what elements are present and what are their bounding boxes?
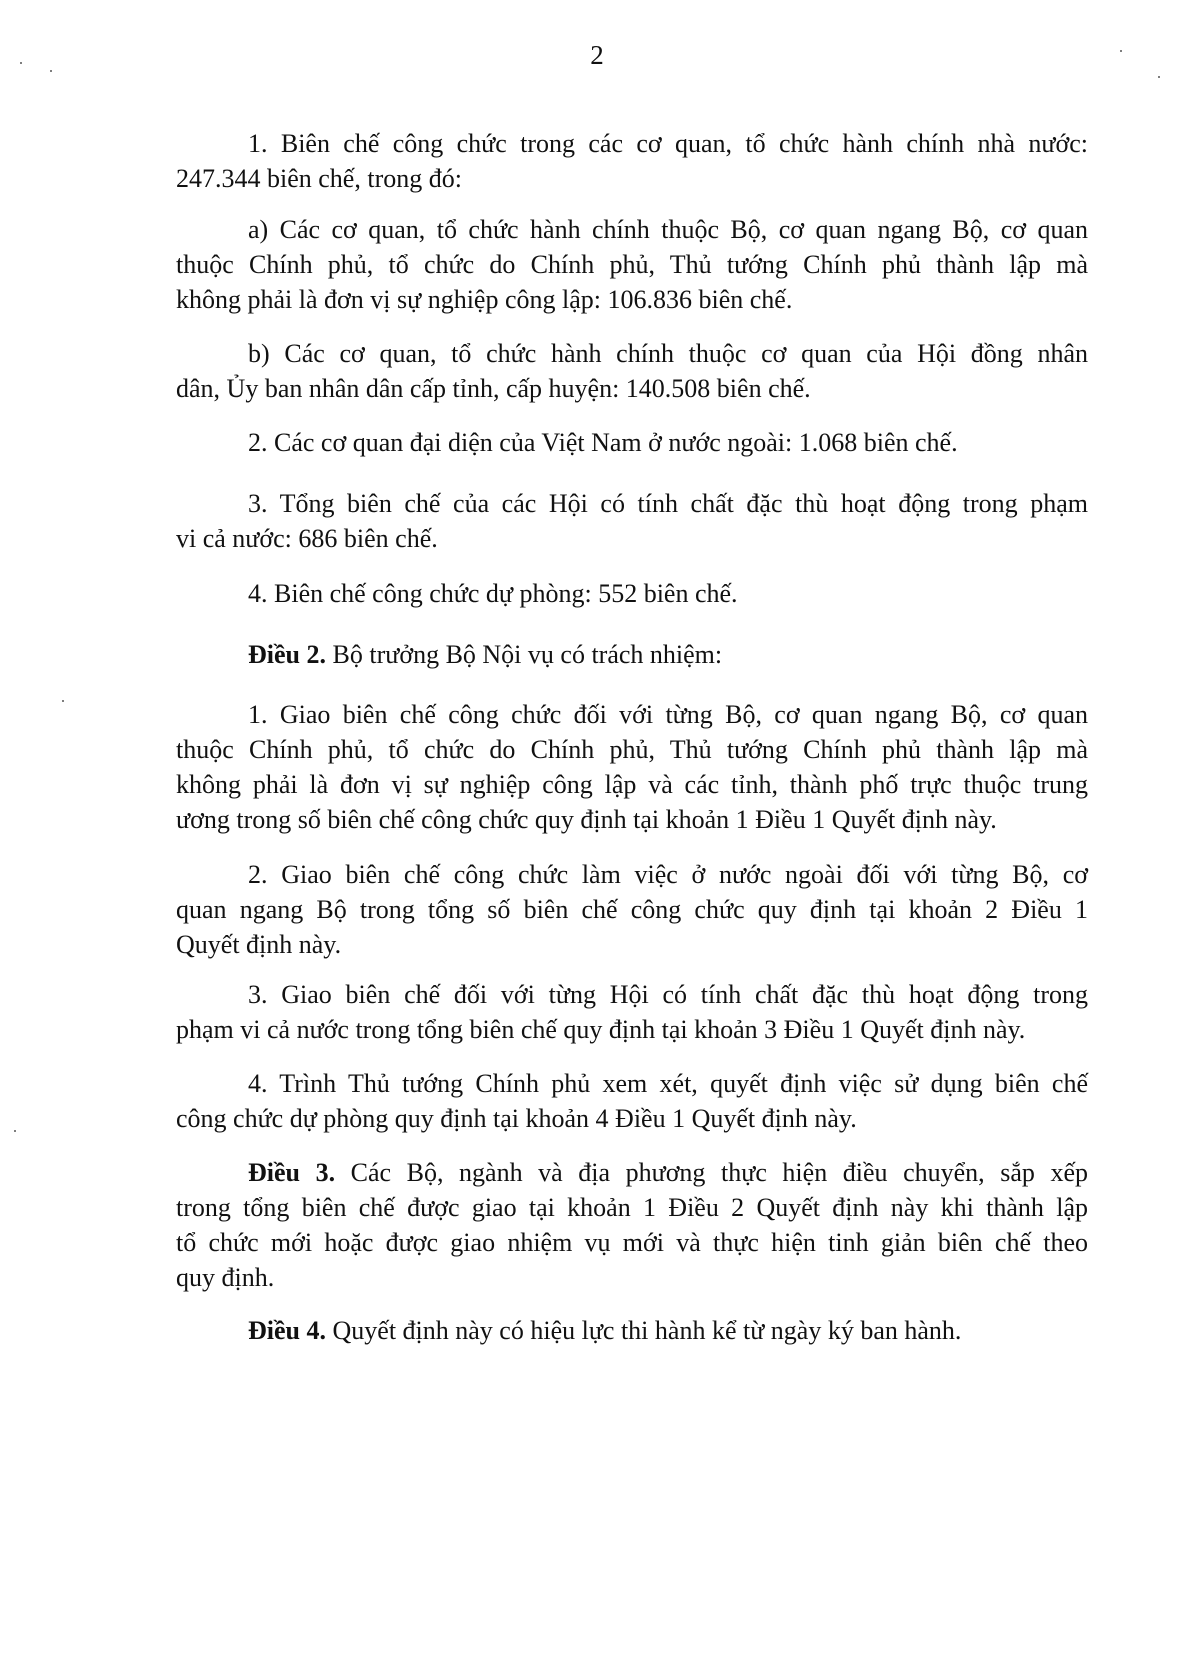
text-line: a) Các cơ quan, tổ chức hành chính thuộc Bộ, cơ quan ngang Bộ, cơ quan (248, 215, 1088, 244)
text-line: 4. Trình Thủ tướng Chính phủ xem xét, quyết định việc sử dụng biên chế (248, 1069, 1088, 1098)
text-line: trong tổng biên chế được giao tại khoản 1 Điều 2 Quyết định này khi thành lập (176, 1193, 1088, 1222)
text-line: 2. Các cơ quan đại diện của Việt Nam ở nước ngoài: 1.068 biên chế. (248, 428, 958, 457)
scan-speck (62, 700, 64, 702)
scan-speck (20, 62, 22, 64)
text-line: 1. Giao biên chế công chức đối với từng Bộ, cơ quan ngang Bộ, cơ quan (248, 700, 1088, 729)
text-line: phạm vi cả nước trong tổng biên chế quy định tại khoản 3 Điều 1 Quyết định này. (176, 1015, 1026, 1044)
article-2-heading (176, 637, 1088, 672)
scan-speck (50, 70, 52, 72)
scan-speck (1158, 76, 1160, 78)
text-line: vi cả nước: 686 biên chế. (176, 524, 438, 553)
text-line: không phải là đơn vị sự nghiệp công lập: 106.836 biên chế. (176, 285, 793, 314)
clause-1 (176, 126, 1088, 196)
text-line: ương trong số biên chế công chức quy định tại khoản 1 Điều 1 Quyết định này. (176, 805, 997, 834)
text-line (176, 637, 1088, 672)
text-line: công chức dự phòng quy định tại khoản 4 Điều 1 Quyết định này. (176, 1104, 857, 1133)
clause-2 (176, 425, 1088, 460)
text-line: không phải là đơn vị sự nghiệp công lập và các tỉnh, thành phố trực thuộc trung (176, 770, 1088, 799)
article-label: Điều 2. (248, 640, 326, 669)
article-3 (176, 1155, 1088, 1295)
article-2-item-4 (176, 1066, 1088, 1136)
article-label: Điều 4. (248, 1316, 326, 1345)
page-number: 2 (590, 40, 604, 70)
text-line: 3. Giao biên chế đối với từng Hội có tính chất đặc thù hoạt động trong (248, 980, 1088, 1009)
article-2-item-1 (176, 697, 1088, 837)
text-line: thuộc Chính phủ, tổ chức do Chính phủ, Thủ tướng Chính phủ thành lập mà (176, 735, 1088, 764)
text-line (176, 1313, 1088, 1348)
clause-1a (176, 212, 1088, 317)
text-line: b) Các cơ quan, tổ chức hành chính thuộc cơ quan của Hội đồng nhân (248, 339, 1088, 368)
article-2-item-2 (176, 857, 1088, 962)
clause-1b (176, 336, 1088, 406)
clause-3 (176, 486, 1088, 556)
text-line: quan ngang Bộ trong tổng số biên chế công chức quy định tại khoản 2 Điều 1 (176, 895, 1088, 924)
article-4 (176, 1313, 1088, 1348)
text-line: quy định. (176, 1263, 275, 1292)
text-line: 247.344 biên chế, trong đó: (176, 164, 462, 193)
text-line: 2. Giao biên chế công chức làm việc ở nước ngoài đối với từng Bộ, cơ (248, 860, 1088, 889)
article-label: Điều 3. (248, 1158, 336, 1187)
article-2-item-3 (176, 977, 1088, 1047)
text-line: thuộc Chính phủ, tổ chức do Chính phủ, Thủ tướng Chính phủ thành lập mà (176, 250, 1088, 279)
article-text: Bộ trưởng Bộ Nội vụ có trách nhiệm: (326, 640, 723, 669)
text-line: tổ chức mới hoặc được giao nhiệm vụ mới và thực hiện tinh giản biên chế theo (176, 1228, 1088, 1257)
text-line: Quyết định này. (176, 930, 342, 959)
scan-speck (14, 1130, 16, 1132)
clause-4 (176, 576, 1088, 611)
text-line (176, 1155, 1088, 1190)
article-text: Quyết định này có hiệu lực thi hành kể từ ngày ký ban hành. (326, 1316, 962, 1345)
article-text: Các Bộ, ngành và địa phương thực hiện điều chuyển, sắp xếp (335, 1158, 1089, 1187)
text-line: 4. Biên chế công chức dự phòng: 552 biên chế. (248, 579, 738, 608)
text-line: 1. Biên chế công chức trong các cơ quan, tổ chức hành chính nhà nước: (248, 129, 1088, 158)
text-line: dân, Ủy ban nhân dân cấp tỉnh, cấp huyện: 140.508 biên chế. (176, 374, 811, 403)
text-line: 3. Tổng biên chế của các Hội có tính chất đặc thù hoạt động trong phạm (248, 489, 1088, 518)
scan-speck (1120, 50, 1122, 52)
